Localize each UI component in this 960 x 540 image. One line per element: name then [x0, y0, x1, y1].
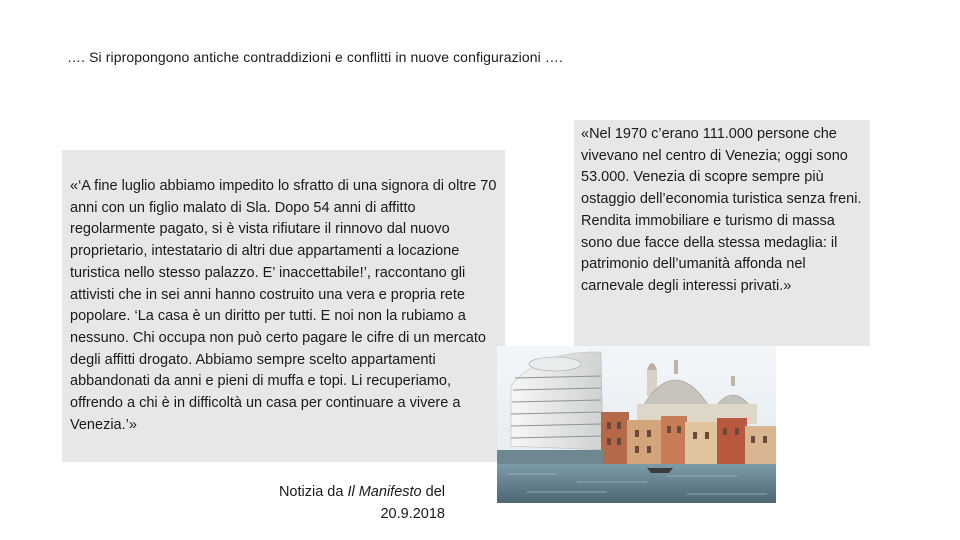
activists-quote-text: «‘A fine luglio abbiamo impedito lo sfratto di una signora di oltre 70 anni con un figlio malato di Sla. Dopo 54 anni di affitto regolarmente pagato, si è vista rifiutare il rinnovo dal nuovo proprietario, intestatario di altri due appartamenti a locazione turistica nello stesso palazzo. E’ inaccettabile!’, raccontano gli attivisti che in sei anni hanno costruito una vera e propria rete popolare. ‘La casa è un diritto per tutti. E noi non la rubiamo a nessuno. Chi occupa non può certo pagare le cifre di un mercato degli affitti drogato. Abbiamo sempre scelto appartamenti abbandonati da anni e pieni di muffa e topi. Li recuperiamo, offrendo a chi è in difficoltà un casa per continuare a vivere a Venezia.’» [70, 178, 497, 433]
activists-quote-box [62, 150, 505, 462]
venice-cruise-ship-photo [497, 346, 776, 503]
population-quote-text: «Nel 1970 c’erano 111.000 persone che vivevano nel centro di Venezia; oggi sono 53.000. Venezia di scopre sempre più ostaggio dell’economia turistica senza freni. Rendita immobiliare e turismo di massa sono due facce della stessa medaglia: il patrimonio dell’umanità affonda nel carnevale degli interessi privati.» [581, 126, 862, 294]
population-quote-box [574, 120, 870, 346]
venice-photo-illustration [497, 346, 776, 503]
news-source-citation [240, 482, 445, 525]
source-prefix: Notizia da [278, 484, 348, 500]
source-date: 20.9.2018 [380, 505, 445, 522]
slide-heading: …. Si ripropongono antiche contraddizioni e conflitti in nuove configurazioni …. [67, 49, 563, 65]
source-publication: Il Manifesto [347, 484, 422, 500]
source-suffix: del [421, 484, 445, 500]
